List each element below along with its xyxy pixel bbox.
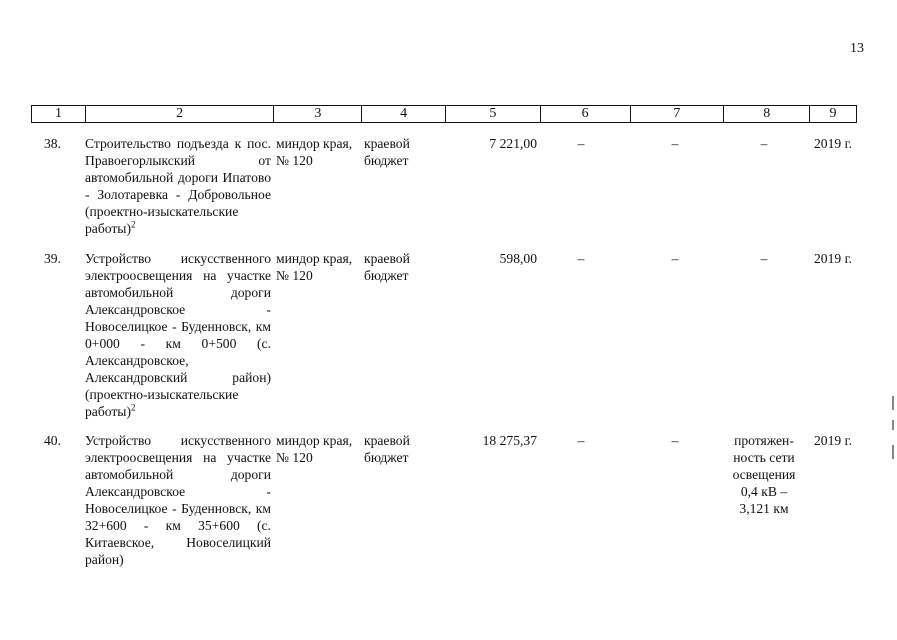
customer-cell: миндор края, № 120 [276,251,353,283]
scan-mark [892,445,894,459]
header-cell-1: 1 [32,106,86,122]
row-number: 38. [44,136,61,151]
table-header [31,105,857,123]
row-number: 39. [44,251,61,266]
header-cell-3: 3 [274,106,362,122]
col6-cell: – [577,136,585,151]
header-cell-4: 4 [362,106,446,122]
object-name [85,135,271,237]
col8-cell: – [760,136,768,151]
object-name-text: Устройство искусственного электроосвещения на участке автомобильной дороги Александровское - Новоселицкое - Буденновск, км 32+600 - км 35+600 (с. Китаевское, Новоселицкий район) [85,433,271,567]
scan-mark [892,420,894,430]
object-name [85,432,271,568]
funding-source-cell: краевой бюджет [364,136,410,168]
page-number: 13 [850,41,864,56]
col7-cell: – [671,251,679,266]
col7-cell: – [671,136,679,151]
col8-cell: протяжен- ность сети освещения 0,4 кВ – 3,121 км [732,433,796,516]
col7-cell: – [671,433,679,448]
customer-cell: миндор края, № 120 [276,433,353,465]
col6-cell: – [577,433,585,448]
customer-cell: миндор края, № 120 [276,136,353,168]
object-name-text: Строительство подъезда к пос. Правоегорлыкский от автомобильной дороги Ипатово - Золотаревка - Добровольное (проектно-изыскательские работы) [85,136,271,236]
header-cell-5: 5 [446,106,541,122]
object-name-text: Устройство искусственного электроосвещения на участке автомобильной дороги Александровское - Новоселицкое - Буденновск, км 0+000 - км 0+500 (с. Александровское, Александровский район) (проектно-изыскательские работы) [85,251,271,419]
row-number: 40. [44,433,61,448]
year-cell: 2019 г. [813,433,853,448]
header-cell-8: 8 [724,106,810,122]
funding-source-cell: краевой бюджет [364,251,410,283]
amount-cell: 7 221,00 [489,136,537,151]
amount-cell: 598,00 [499,251,537,266]
year-cell: 2019 г. [813,136,853,151]
header-cell-7: 7 [631,106,725,122]
object-name [85,250,271,420]
col8-cell: – [760,251,768,266]
year-cell: 2019 г. [813,251,853,266]
scan-mark [892,396,894,410]
footnote-mark: 2 [130,219,136,230]
amount-cell: 18 275,37 [482,433,537,448]
header-cell-9: 9 [829,106,837,121]
footnote-mark: 2 [130,402,136,413]
header-cell-6: 6 [541,106,631,122]
header-cell-2: 2 [86,106,275,122]
col6-cell: – [577,251,585,266]
funding-source-cell: краевой бюджет [364,433,410,465]
